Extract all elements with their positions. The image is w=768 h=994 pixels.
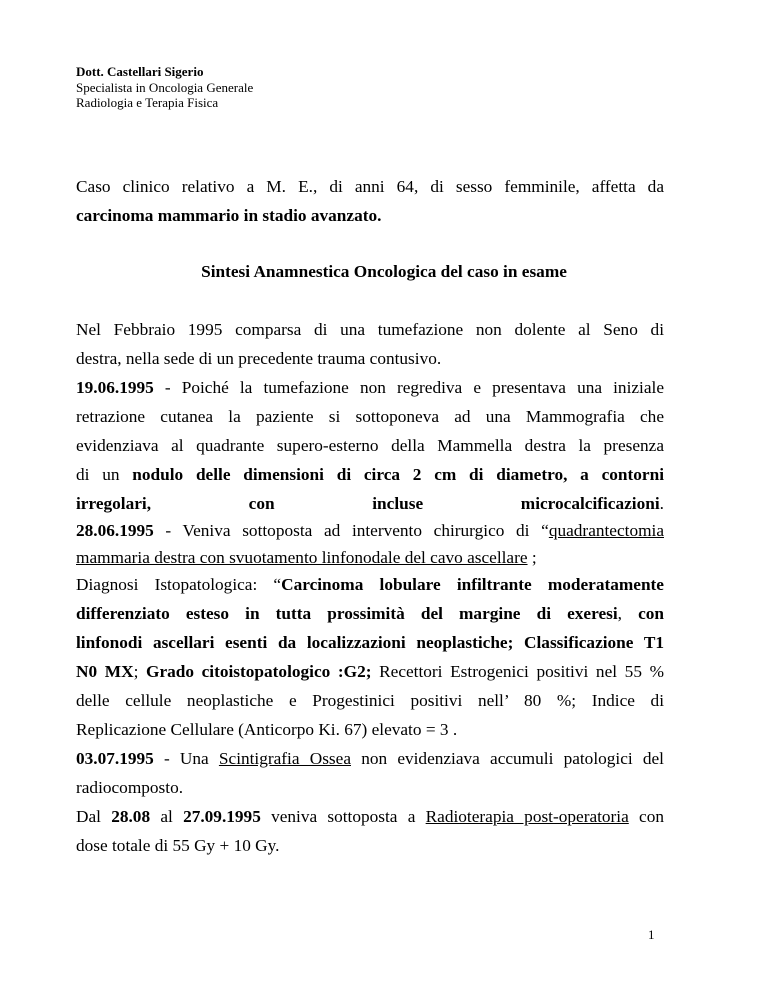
date-28-06-1995: 28.06.1995 xyxy=(76,521,154,540)
p3-line-3: Diagnosi Istopatologica: “Carcinoma lobulare infiltrante moderatamente xyxy=(76,575,664,594)
p1-line-2: destra, nella sede di un precedente trauma contusivo. xyxy=(76,349,442,368)
p5-line-1: Dal 28.08 al 27.09.1995 veniva sottoposta a Radioterapia post-operatoria con xyxy=(76,807,664,826)
p4-line-2: radiocomposto. xyxy=(76,778,184,797)
date-03-07-1995: 03.07.1995 xyxy=(76,749,154,768)
doctor-name: Dott. Castellari Sigerio xyxy=(76,64,204,79)
p3-line-2: mammaria destra con svuotamento linfonodale del cavo ascellare ; xyxy=(76,548,537,567)
p4-line-1: 03.07.1995 - Una Scintigrafia Ossea non evidenziava accumuli patologici del xyxy=(76,749,664,768)
doctor-specialty-2: Radiologia e Terapia Fisica xyxy=(76,95,219,110)
doctor-specialty: Specialista in Oncologia Generale xyxy=(76,79,254,95)
p3-line-7: delle cellule neoplastiche e Progestinici positivi nell’ 80 %; Indice di xyxy=(76,691,664,710)
p2-line-3: evidenziava al quadrante supero-esterno della Mammella destra la presenza xyxy=(76,436,664,455)
p3-line-8: Replicazione Cellulare (Anticorpo Ki. 67) elevato = 3 . xyxy=(76,720,458,739)
page-number: 1 xyxy=(648,927,655,942)
p2-line-5: irregolari, con incluse microcalcificazioni. xyxy=(76,494,664,513)
p1-line-1: Nel Febbraio 1995 comparsa di una tumefazione non dolente al Seno di xyxy=(76,320,664,339)
p3-line-6: N0 MX; Grado citoistopatologico :G2; Recettori Estrogenici positivi nel 55 % xyxy=(76,662,664,681)
p2-line-2: retrazione cutanea la paziente si sottoponeva ad una Mammografia che xyxy=(76,407,664,426)
intro-line-1: Caso clinico relativo a M. E., di anni 64, di sesso femminile, affetta da xyxy=(76,177,664,196)
p3-line-5: linfonodi ascellari esenti da localizzazioni neoplastiche; Classificazione T1 xyxy=(76,633,664,652)
date-19-06-1995: 19.06.1995 xyxy=(76,378,154,397)
p2-line-4: di un nodulo delle dimensioni di circa 2 cm di diametro, a contorni xyxy=(76,465,664,484)
p5-line-2: dose totale di 55 Gy + 10 Gy. xyxy=(76,836,280,855)
doctor-header xyxy=(76,64,253,111)
section-title: Sintesi Anamnestica Oncologica del caso in esame xyxy=(201,262,567,281)
p2-line-1: 19.06.1995 - Poiché la tumefazione non regrediva e presentava una iniziale xyxy=(76,378,664,397)
intro-line-2 xyxy=(76,206,664,226)
p3-line-1: 28.06.1995 - Veniva sottoposta ad intervento chirurgico di “quadrantectomia xyxy=(76,521,664,540)
p3-line-4: differenziato esteso in tutta prossimità del margine di exeresi, con xyxy=(76,604,664,623)
diagnosis-title: carcinoma mammario in stadio avanzato. xyxy=(76,206,382,225)
